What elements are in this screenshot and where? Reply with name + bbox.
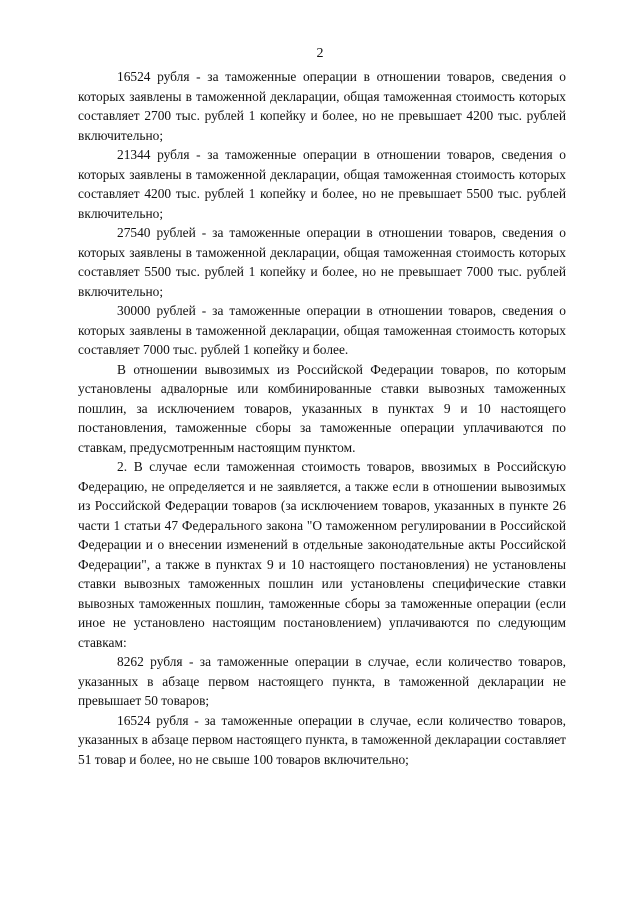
paragraph-rate-16524-value: 16524 рубля - за таможенные операции в отношении товаров, сведения о которых заявлены в таможенной декларации, общая таможенная стоимость которых составляет 2700 тыс. рублей 1 копейку и более, но не превышает 4200 тыс. рублей включительно; xyxy=(78,69,566,143)
paragraph-rate-27540-value: 27540 рублей - за таможенные операции в отношении товаров, сведения о которых заявлены в таможенной декларации, общая таможенная стоимость которых составляет 5500 тыс. рублей 1 копейку и более, но не превышает 7000 тыс. рублей включительно; xyxy=(78,225,566,299)
paragraph-rate-30000-value: 30000 рублей - за таможенные операции в отношении товаров, сведения о которых заявлены в таможенной декларации, общая таможенная стоимость которых составляет 7000 тыс. рублей 1 копейку и более. xyxy=(78,303,566,357)
paragraph-rate-16524-count: 16524 рубля - за таможенные операции в случае, если количество товаров, указанных в абзаце первом настоящего пункта, в таможенной декларации составляет 51 товар и более, но не свыше 100 товаров включительно; xyxy=(78,712,566,767)
page-number: 2 xyxy=(316,46,324,61)
paragraph-rate-8262-count: 8262 рубля - за таможенные операции в случае, если количество товаров, указанных в абзаце первом настоящего пункта, в таможенной декларации не превышает 50 товаров; xyxy=(78,654,566,708)
paragraph-clause-2: 2. В случае если таможенная стоимость товаров, ввозимых в Российскую Федерацию, не определяется и не заявляется, а также если в отношении вывозимых из Российской Федерации товаров (за исключением товаров, указанных в пункте 26 части 1 статьи 47 Федерального закона "О таможенном регулировании в Российской Федерации и о внесении изменений в отдельные законодательные акты Российской Федерации", а также в пунктах 9 и 10 настоящего постановления) не установлены ставки вывозных таможенных пошлин или установлены специфические ставки вывозных таможенных пошлин, таможенные сборы за таможенные операции (если иное не установлено настоящим постановлением) уплачиваются по следующим ставкам: xyxy=(78,459,566,650)
paragraph-export-goods: В отношении вывозимых из Российской Федерации товаров, по которым установлены адвалорные или комбинированные ставки вывозных таможенных пошлин, за исключением товаров, указанных в пунктах 9 и 10 настоящего постановления, таможенные сборы за таможенные операции уплачиваются по ставкам, предусмотренным настоящим пунктом. xyxy=(78,361,566,455)
paragraph-rate-21344-value: 21344 рубля - за таможенные операции в отношении товаров, сведения о которых заявлены в таможенной декларации, общая таможенная стоимость которых составляет 4200 тыс. рублей 1 копейку и более, но не превышает 5500 тыс. рублей включительно; xyxy=(78,147,566,221)
document-body xyxy=(78,67,566,769)
